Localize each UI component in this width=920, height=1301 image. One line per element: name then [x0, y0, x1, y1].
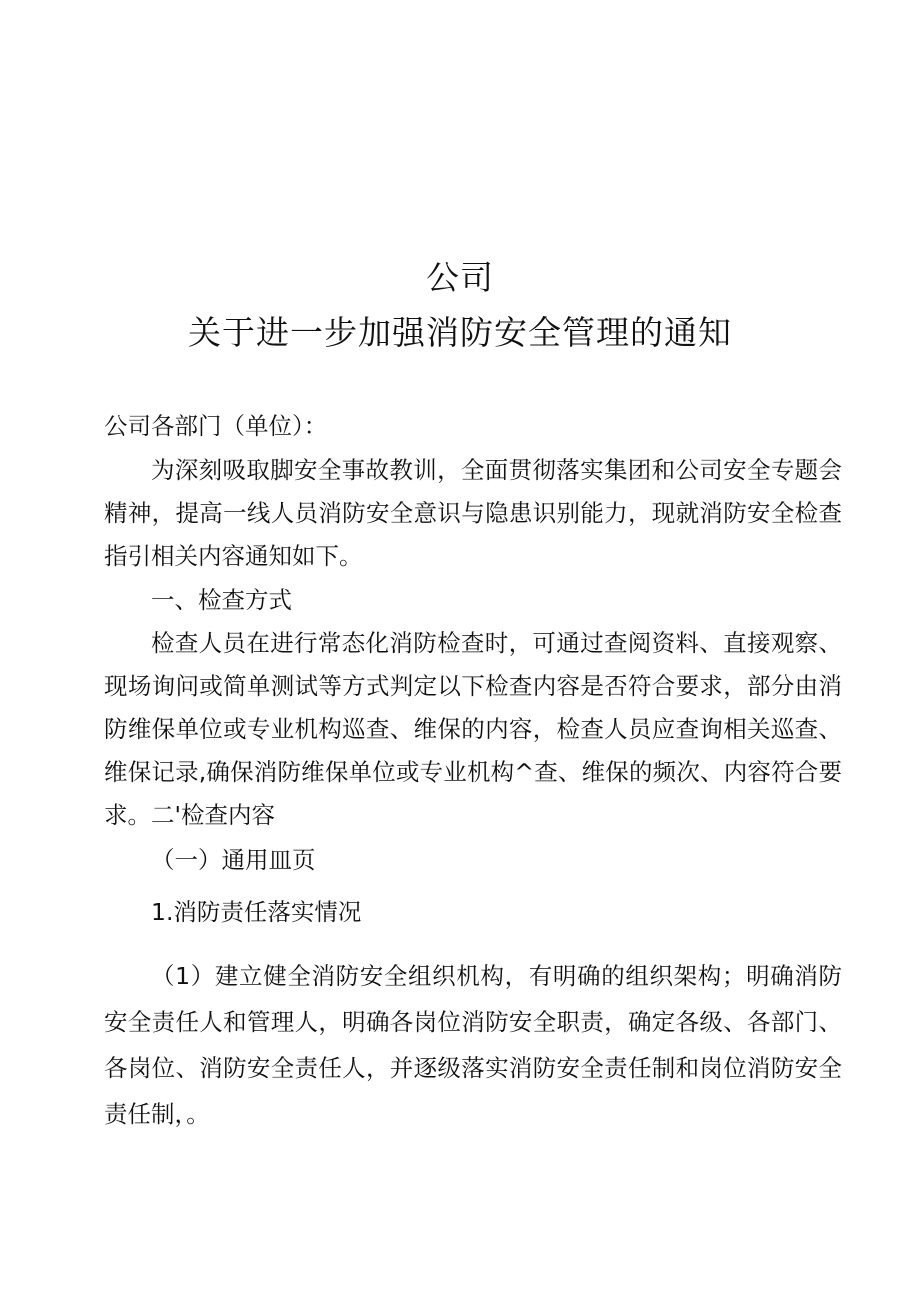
- intro-paragraph: 为深刻吸取脚安全事故教训，全面贯彻落实集团和公司安全专题会精神，提高一线人员消防安全意识与隐患识别能力，现就消防安全检查指引相关内容通知如下。: [104, 456, 842, 570]
- section-1-heading: 一、检查方式: [151, 586, 292, 614]
- section-1-paragraph: 检查人员在进行常态化消防检查时，可通过查阅资料、直接观察、现场询问或简单测试等方式判定以下检查内容是否符合要求，部分由消防维保单位或专业机构巡查、维保的内容，检查人员应查询相关巡查、维保记录,确保消防维保单位或专业机构^查、维保的频次、内容符合要求。: [104, 629, 842, 829]
- item-heading: 1.消防责任落实情况: [151, 898, 362, 926]
- item-paragraph: （1）建立健全消防安全组织机构，有明确的组织架构；明确消防安全责任人和管理人，明确各岗位消防安全职责，确定各级、各部门、各岗位、消防安全责任人，并逐级落实消防安全责任制和岗位消防安全责任制，。: [104, 962, 842, 1128]
- document-title-company: 公司: [426, 258, 494, 297]
- salutation: 公司各部门（单位）：: [104, 412, 328, 440]
- section-2-heading: 二'检查内容: [151, 801, 275, 829]
- subsection-heading: （一）通用皿页: [151, 846, 316, 874]
- document-title-notice: 关于进一步加强消防安全管理的通知: [188, 313, 732, 352]
